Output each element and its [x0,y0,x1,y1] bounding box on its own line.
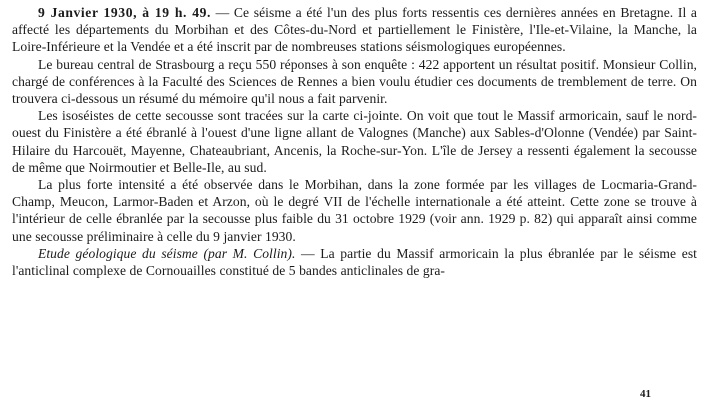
paragraph-1 [12,4,697,56]
date-heading: 9 Janvier 1930, à 19 h. 49. [38,5,211,20]
paragraph-3 [12,107,697,176]
page-number: 41 [640,388,651,400]
paragraph-2-text: Le bureau central de Strasbourg a reçu 550 réponses à son enquête : 422 apportent un résultat positif. Monsieur Collin, chargé de conférences à la Faculté des Sciences de Rennes a bien voulu étudier ces documents de tremblement de terre. On trouvera ci-dessous un résumé du mémoire qu'il nous a fait parvenir. [12,56,697,107]
paragraph-3-text: Les isoséistes de cette secousse sont tracées sur la carte ci-jointe. On voit que tout le Massif armoricain, sauf le nord-ouest du Finistère a été ébranlé à l'ouest d'une ligne allant de Valognes (Manche) aux Sables-d'Olonne (Vendée) par Saint-Hilaire du Harcouët, Mayenne, Chateaubriant, Ancenis, la Roche-sur-Yon. L'île de Jersey a ressenti également la secousse de même que Noirmoutier et Belle-Ile, au sud. [12,108,697,175]
section-heading: Etude géologique du séisme (par M. Collin). [38,245,296,261]
paragraph-1-text: — Ce séisme a été l'un des plus forts ressentis ces dernières années en Bretagne. Il a affecté les départements du Morbihan et des Côtes-du-Nord et partiellement le Finistère, l'Ile-et-Vilaine, la Manche, la Loire-Inférieure et la Vendée et a été inscrit par de nombreuses stations séismologiques européennes. [12,5,697,55]
paragraph-4-text: La plus forte intensité a été observée dans le Morbihan, dans la zone formée par les villages de Locmaria-Grand-Champ, Meucon, Larmor-Baden et Arzon, où le degré VII de l'échelle internationale a été atteint. Cette zone se trouve à l'intérieur de celle ébranlée par la secousse plus faible du 31 octobre 1929 (voir ann. 1929 p. 82) qui apparaît ainsi comme une secousse préliminaire à celle du 9 janvier 1930. [12,177,697,244]
paragraph-4 [12,176,697,245]
document-page [12,4,697,279]
paragraph-5-text: — La partie du Massif armoricain la plus ébranlée par le séisme est l'anticlinal complexe de Cornouailles constitué de 5 bandes anticlinales de gra- [12,245,697,279]
paragraph-2 [12,56,697,108]
paragraph-5 [12,245,697,279]
